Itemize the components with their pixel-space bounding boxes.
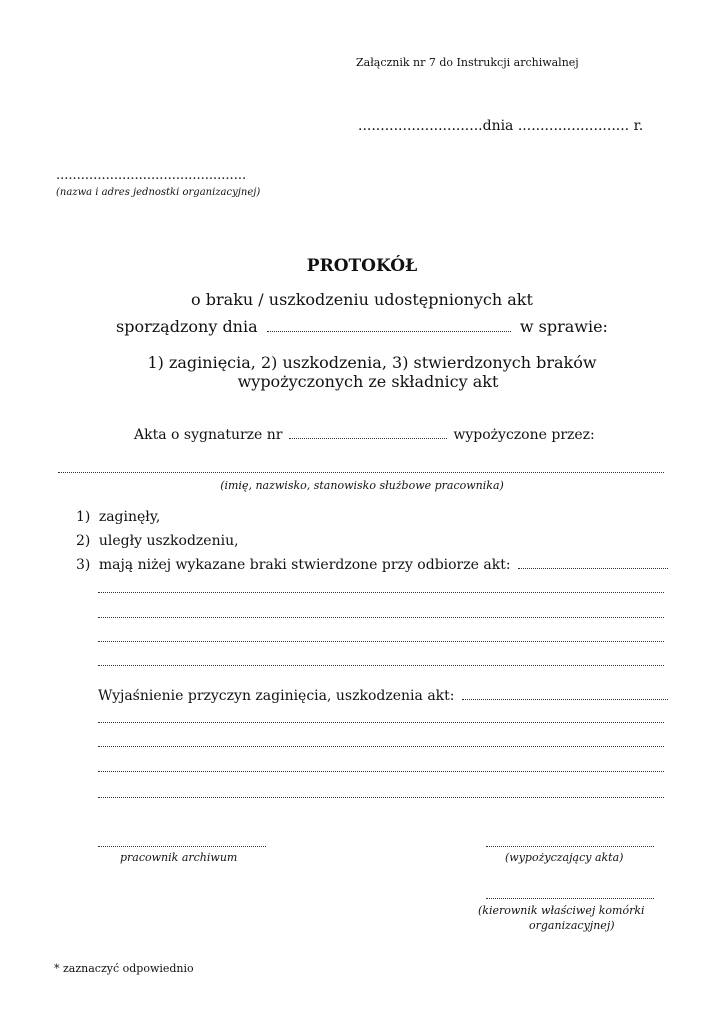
- unit-dots: ..............................................: [56, 168, 247, 183]
- title-line1: o braku / uszkodzeniu udostępnionych akt: [191, 290, 533, 309]
- annex-note: Załącznik nr 7 do Instrukcji archiwalnej: [356, 56, 579, 69]
- defects-dotted-line: [98, 665, 664, 666]
- title-line4: wypożyczonych ze składnicy akt: [237, 372, 499, 391]
- list-item-number: 3): [76, 557, 91, 573]
- list-item-number: 2): [76, 533, 91, 549]
- explanation-fill-line: [462, 698, 668, 700]
- signature-prefix: Akta o sygnaturze nr: [134, 427, 283, 443]
- manager-signature-line: [486, 898, 654, 899]
- list-item-text: zaginęły,: [98, 509, 161, 525]
- archive-worker-caption: pracownik archiwum: [120, 851, 238, 864]
- unit-caption: (nazwa i adres jednostki organizacyjnej): [56, 187, 261, 198]
- defects-fill-line: [518, 567, 668, 569]
- document-title: PROTOKÓŁ: [306, 256, 418, 276]
- list-item: [76, 557, 668, 573]
- signature-fill-line: [289, 437, 447, 439]
- title-line2: [116, 317, 608, 336]
- defects-dotted-line: [98, 592, 664, 593]
- footnote: * zaznaczyć odpowiednio: [54, 962, 194, 975]
- defects-dotted-line: [98, 641, 664, 642]
- borrower-caption: (imię, nazwisko, stanowisko służbowe pracownika): [220, 479, 504, 492]
- title-line2-prefix: sporządzony dnia: [116, 317, 258, 336]
- list-item-number: 1): [76, 509, 91, 525]
- title-line3: 1) zaginięcia, 2) uszkodzenia, 3) stwierdzonych braków: [147, 353, 597, 372]
- date-line: ............................dnia ......................... r.: [358, 118, 644, 134]
- borrower-signature-line: [486, 846, 654, 847]
- explanation-dotted-line: [98, 771, 664, 772]
- explanation-dotted-line: [98, 746, 664, 747]
- list-item: [76, 533, 239, 549]
- explanation-line: [98, 688, 668, 704]
- defects-dotted-line: [98, 617, 664, 618]
- date-fill-line: [267, 330, 511, 332]
- borrower-signature-caption: (wypożyczający akta): [505, 851, 624, 864]
- borrower-dotted-line: [58, 472, 664, 473]
- list-item-text: uległy uszkodzeniu,: [98, 533, 239, 549]
- manager-caption-line1: (kierownik właściwej komórki: [478, 904, 645, 917]
- signature-line: [134, 427, 595, 443]
- title-line2-suffix: w sprawie:: [519, 317, 608, 336]
- explanation-label: Wyjaśnienie przyczyn zaginięcia, uszkodzenia akt:: [98, 688, 455, 704]
- list-item-text: mają niżej wykazane braki stwierdzone przy odbiorze akt:: [98, 557, 511, 573]
- signature-suffix: wypożyczone przez:: [453, 427, 595, 443]
- list-item: [76, 509, 160, 525]
- archive-worker-signature-line: [98, 846, 266, 847]
- explanation-dotted-line: [98, 797, 664, 798]
- explanation-dotted-line: [98, 722, 664, 723]
- manager-caption-line2: organizacyjnej): [529, 919, 615, 932]
